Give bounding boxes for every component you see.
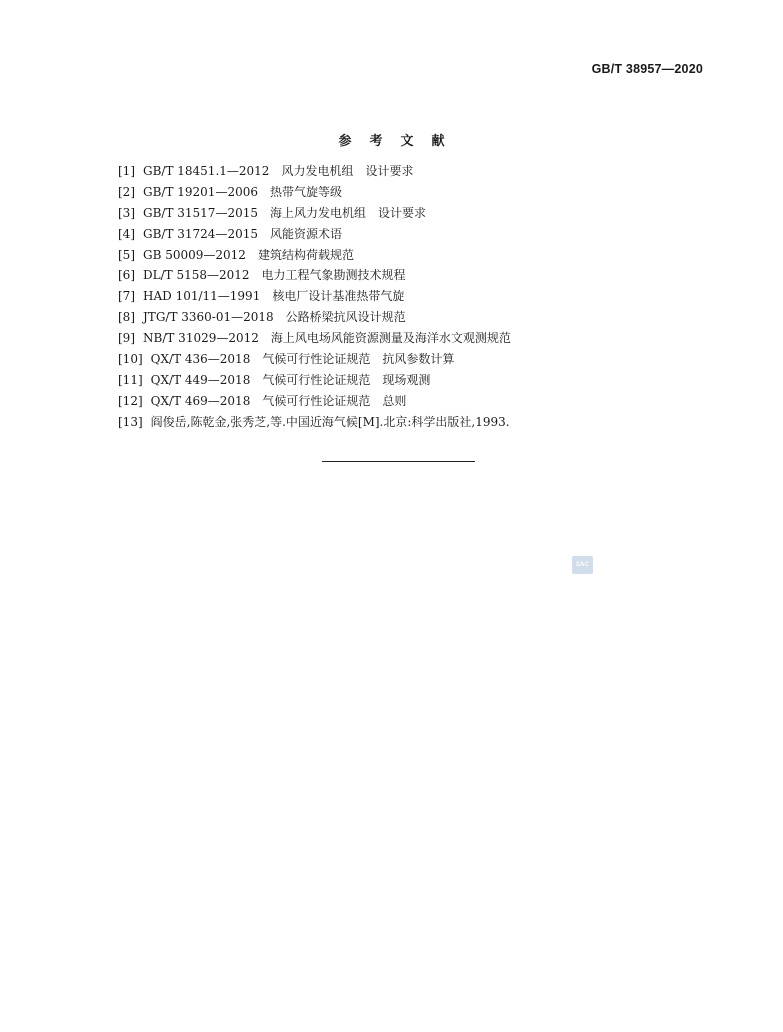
reference-item — [118, 265, 511, 286]
reference-code: JTG/T 3360-01—2018 — [143, 310, 274, 325]
reference-title: 风能资源术语 — [269, 226, 342, 241]
end-of-document-rule — [322, 461, 475, 462]
watermark-logo — [572, 556, 593, 574]
reference-title: 海上风力发电机组 设计要求 — [269, 205, 426, 220]
references-section-title — [0, 130, 783, 149]
reference-item — [118, 307, 511, 328]
reference-code: GB/T 19201—2006 — [143, 184, 258, 199]
reference-code: GB/T 31724—2015 — [143, 226, 258, 241]
reference-code: GB/T 31517—2015 — [143, 205, 258, 220]
reference-number: [13] — [118, 414, 143, 429]
reference-title: 气候可行性论证规范 抗风参数计算 — [262, 352, 455, 367]
reference-item — [118, 370, 511, 391]
reference-title: 阎俊岳,陈乾金,张秀芝,等.中国近海气候[M].北京:科学出版社,1993. — [150, 414, 510, 429]
reference-number: [1] — [118, 164, 135, 178]
reference-title: 热带气旋等级 — [269, 184, 342, 199]
reference-number: [2] — [118, 184, 135, 199]
reference-item — [118, 161, 511, 182]
reference-item — [118, 328, 511, 349]
title-char: 文 — [400, 134, 414, 149]
reference-number: [9] — [118, 331, 135, 346]
reference-title: 核电厂设计基准热带气旋 — [272, 289, 405, 304]
reference-code: QX/T 436—2018 — [150, 352, 251, 367]
reference-code: DL/T 5158—2012 — [143, 268, 250, 283]
standard-code-header: GB/T 38957—2020 — [591, 62, 703, 76]
reference-code: HAD 101/11—1991 — [143, 289, 261, 304]
reference-number: [12] — [118, 393, 143, 408]
reference-item — [118, 182, 511, 203]
reference-item — [118, 286, 511, 307]
reference-code: GB 50009—2012 — [143, 247, 246, 262]
reference-title: 电力工程气象勘测技术规程 — [261, 268, 406, 283]
reference-item — [118, 203, 511, 224]
title-char: 参 — [338, 134, 352, 149]
reference-item — [118, 412, 511, 433]
reference-code: GB/T 18451.1—2012 — [143, 164, 270, 178]
reference-title: 风力发电机组 设计要求 — [281, 164, 414, 178]
reference-number: [7] — [118, 289, 135, 304]
reference-code: QX/T 469—2018 — [150, 393, 251, 408]
title-char: 献 — [431, 134, 445, 149]
reference-number: [4] — [118, 226, 135, 241]
reference-title: 气候可行性论证规范 现场观测 — [262, 372, 431, 387]
reference-title: 建筑结构荷载规范 — [257, 247, 354, 262]
reference-number: [8] — [118, 310, 135, 325]
reference-item — [118, 245, 511, 266]
reference-number: [6] — [118, 268, 135, 283]
reference-code: NB/T 31029—2012 — [143, 331, 259, 346]
reference-list — [118, 161, 511, 433]
reference-number: [10] — [118, 352, 143, 367]
reference-item — [118, 224, 511, 245]
watermark-text: SAC — [575, 562, 590, 568]
reference-item — [118, 391, 511, 412]
reference-code: QX/T 449—2018 — [150, 372, 251, 387]
reference-number: [5] — [118, 247, 135, 262]
reference-item — [118, 349, 511, 370]
reference-title: 公路桥梁抗风设计规范 — [285, 310, 406, 325]
reference-number: [11] — [118, 372, 143, 387]
title-char: 考 — [369, 134, 383, 149]
reference-title: 气候可行性论证规范 总则 — [262, 393, 407, 408]
reference-number: [3] — [118, 205, 135, 220]
reference-title: 海上风电场风能资源测量及海洋水文观测规范 — [270, 331, 511, 346]
